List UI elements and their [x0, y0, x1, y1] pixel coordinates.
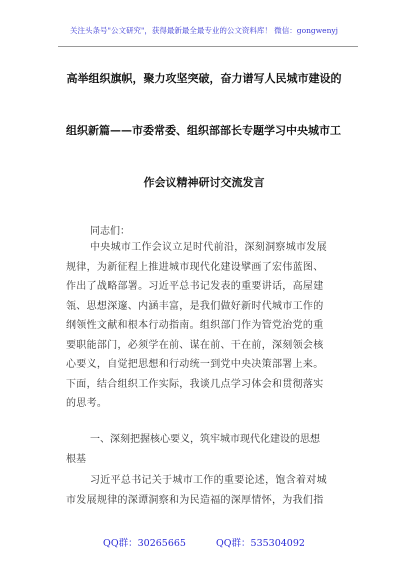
paragraph-line: 规律，为新征程上推进城市现代化建设擘画了宏伟蓝图、: [66, 261, 324, 273]
footer-qq-group-2: QQ群：535304092: [215, 538, 305, 549]
paragraph-line: 中央城市工作会议立足时代前沿，深刻洞察城市发展: [90, 242, 327, 253]
document-title-line-1: 高举组织旗帜，聚力攻坚突破，奋力谱写人民城市建设的: [66, 72, 342, 85]
paragraph-line: 习近平总书记关于城市工作的重要论述，饱含着对城: [90, 475, 327, 486]
footer-qq-group-1: QQ群：30265665: [103, 538, 186, 549]
header-banner: 关注头条号"公文研究"，获得最新最全最专业的公文资料库！ 微信：gongwenyj: [70, 26, 338, 35]
paragraph-intro: [66, 238, 350, 414]
header-divider: [58, 46, 358, 47]
paragraph-section-1: [66, 471, 350, 510]
paragraph-line: 作出了战略部署。习近平总书记发表的重要讲话，高屋建: [66, 281, 324, 292]
paragraph-line: 纲领性文献和根本行动指南。组织部门作为管党治党的重: [66, 320, 324, 331]
document-title-line-2: 组织新篇——市委常委、组织部部长专题学习中央城市工: [66, 124, 341, 137]
paragraph-line: 的思考。: [66, 398, 108, 409]
footer-contact: [0, 535, 408, 549]
paragraph-line: 要职能部门，必须学在前、谋在前、干在前，深刻领会核: [66, 339, 324, 351]
section-heading-line: 根基: [66, 453, 86, 465]
paragraph-line: 下面，结合组织工作实际，我谈几点学习体会和贯彻落实: [66, 378, 324, 390]
paragraph-line: 市发展规律的深谭洞察和为民造福的深厚情怀，为我们指: [66, 494, 324, 506]
section-heading-1: [66, 430, 350, 469]
paragraph-line: 瓴、思想深邃、内涵丰富，是我们做好新时代城市工作的: [66, 300, 324, 312]
section-heading-line: 一、深刻把握核心要义，筑牢城市现代化建设的思想: [90, 434, 320, 445]
greeting: 同志们：: [90, 226, 130, 237]
paragraph-line: 心要义，自觉把思想和行动统一到党中央决策部署上来。: [66, 359, 324, 370]
document-title-line-3: 作会议精神研讨交流发言: [143, 176, 265, 189]
